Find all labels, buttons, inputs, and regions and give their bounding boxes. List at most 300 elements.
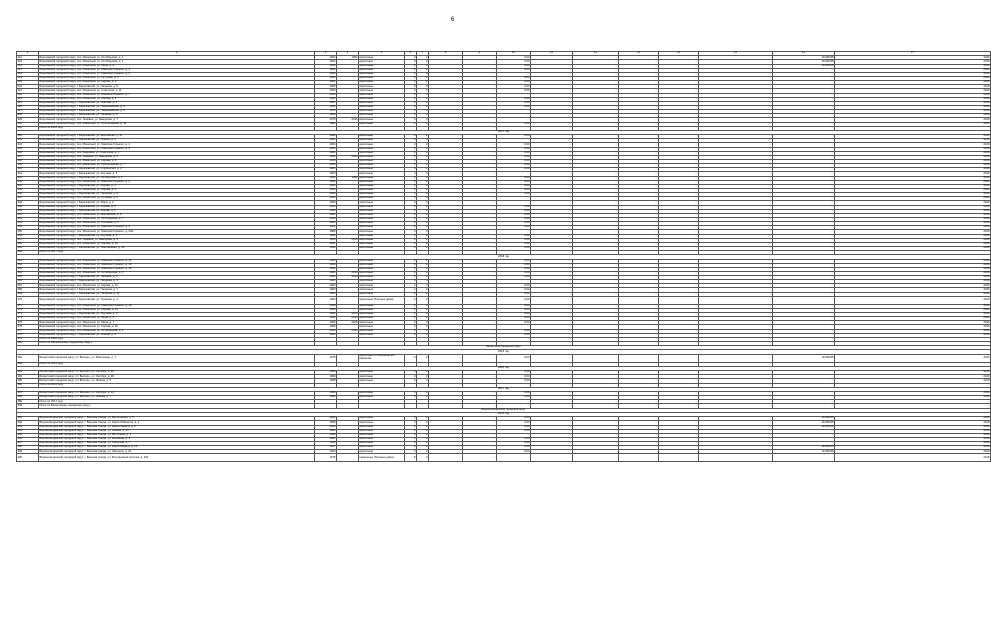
table-cell: 377 [17,329,39,333]
table-cell: … [659,379,699,383]
table-cell: 1958 [315,304,337,308]
table-cell: … [619,429,659,433]
table-cell: Березовский городской округ, пос. Монетный, ул. Кирова, д. 12 [39,284,315,288]
table-cell: … [573,159,619,163]
table-cell: 1964 [315,209,337,213]
table-cell: … [773,337,835,341]
table-cell: 2016 [835,433,991,437]
table-cell: Березовский городской округ, пос. Монетный, ул. Максима Горького, д. 9 [39,147,315,151]
table-cell: … [659,172,699,176]
table-cell: 315 [17,60,39,64]
table-cell: 2 [417,238,429,242]
table-cell: … [573,139,619,143]
table-cell: … [429,450,463,454]
table-cell: … [463,197,497,201]
table-cell: Березовский городской округ, г. Березовский, ул. Чапаева, д. 4 [39,276,315,280]
table-cell: … [429,267,463,271]
table-cell: … [619,371,659,375]
table-cell: Березовский городской округ, пос. Ленёвка, ул. Заводская, д. 3 [39,238,315,242]
table-cell: … [463,280,497,284]
table-cell: … [699,205,773,209]
table-cell: … [429,276,463,280]
table-cell: 317 [17,68,39,72]
table-cell: … [773,126,835,130]
table-cell: 2016 [835,105,991,109]
table-cell: 3 [405,417,417,421]
table-cell: 2 [405,213,417,217]
table-cell: … [659,246,699,250]
table-cell: … [531,172,573,176]
section-title: 2017 год [17,387,991,391]
table-cell: Березовский городской округ, г. Березовский, ул. Октябрьская, д. 1 [39,176,315,180]
table-cell: … [573,296,619,304]
table-cell: 2 [405,151,417,155]
table-cell: 2 [417,304,429,308]
table-cell: 2016 [337,118,359,122]
table-cell: 2 [417,164,429,168]
table-cell: кирпичные [359,446,405,450]
table-cell: 324 [17,97,39,101]
table-cell: … [619,151,659,155]
table-cell: … [573,263,619,267]
table-cell: … [659,147,699,151]
table-cell: 2 [417,317,429,321]
table-cell: … [497,93,531,97]
table-cell: … [531,110,573,114]
table-cell: … [699,417,773,421]
table-cell: 0,00 [497,437,531,441]
table-cell: … [699,354,773,362]
table-cell: … [619,193,659,197]
table-cell: … [429,135,463,139]
table-cell: 352 [17,217,39,221]
table-cell: … [573,280,619,284]
table-cell: … [463,276,497,280]
table-cell: 345 [17,188,39,192]
table-cell: 3 [417,85,429,89]
table-cell: … [531,263,573,267]
table-cell: 0,00 [497,292,531,296]
table-cell: … [699,271,773,275]
table-cell: 2 [417,193,429,197]
table-cell: кирпичные [359,64,405,68]
table-cell: … [773,437,835,441]
table-cell: Бисертский городской округ, пгт Бисерть, ул. Ленина, д. 7 [39,396,315,400]
table-cell: … [463,238,497,242]
table-cell: … [531,354,573,362]
table-cell: … [429,93,463,97]
table-cell: … [659,304,699,308]
table-cell: 2 [417,180,429,184]
table-cell: 344 [17,184,39,188]
table-cell: … [573,114,619,118]
table-cell: … [619,446,659,450]
table-cell: 1961 [315,180,337,184]
table-cell: … [699,188,773,192]
table-cell: … [463,342,497,346]
table-cell: 2 [405,242,417,246]
table-cell: 2016 [835,450,991,454]
table-cell: 1961 [315,81,337,85]
table-cell: 2 [405,284,417,288]
table-cell: … [463,371,497,375]
table-cell: 0,00 [497,77,531,81]
table-cell: 2 [417,155,429,159]
table-cell: 4 [417,454,429,462]
table-cell: 0,00 [497,147,531,151]
table-cell: … [463,284,497,288]
table-cell: … [773,433,835,437]
table-cell: … [619,126,659,130]
table-cell: 1960 [315,425,337,429]
table-cell: … [463,392,497,396]
table-cell: 2016 [835,139,991,143]
table-cell: … [463,417,497,421]
table-cell: 2 [405,68,417,72]
table-cell: 2016 [835,313,991,317]
table-cell: 3 [405,135,417,139]
table-cell: 396 [17,437,39,441]
table-cell: кирпичные [359,246,405,250]
table-cell: … [619,292,659,296]
table-cell: 2016 [337,329,359,333]
table-cell: 4 [405,280,417,284]
table-cell: 2016 [835,193,991,197]
table-cell: 353 [17,222,39,226]
table-cell: 336 [17,151,39,155]
table-cell: … [531,276,573,280]
table-cell: 385 [17,379,39,383]
table-cell: кирпичные [359,139,405,143]
table-cell: … [531,135,573,139]
table-cell: Верхнесалдинский городской округ, г. Верхняя Салда, ул. Восточная, д. 1 [39,433,315,437]
table-cell: … [773,296,835,304]
table-cell: 4 [417,433,429,437]
table-cell: … [573,234,619,238]
table-cell: 1966 [315,114,337,118]
table-cell: 2 [417,122,429,126]
table-cell: 1962 [315,176,337,180]
table-cell: 2016 [835,217,991,221]
table-cell: Березовский городской округ, пос. Монетный, ул. Октябрьская, д. 7 [39,217,315,221]
table-cell: … [531,68,573,72]
table-cell: … [463,442,497,446]
table-cell: … [497,139,531,143]
table-cell: … [573,164,619,168]
table-cell: … [773,105,835,109]
table-cell: 0,00 [497,417,531,421]
table-cell: … [531,296,573,304]
table-cell: 319 [17,77,39,81]
table-cell: … [659,184,699,188]
table-cell: … [773,213,835,217]
table-cell: … [429,64,463,68]
table-cell: 2 [405,375,417,379]
table-cell: … [773,280,835,284]
table-cell: … [463,242,497,246]
table-cell: Березовский городской округ, пос. Монетный, ул. Лучника, д. 3 [39,197,315,201]
table-cell: … [619,375,659,379]
table-cell: … [659,296,699,304]
table-cell: … [573,362,619,366]
table-cell: … [573,209,619,213]
table-cell: … [429,201,463,205]
table-cell: кирпичные [359,333,405,337]
table-cell: … [463,404,497,408]
table-cell: … [429,400,463,404]
table-cell: Березовский городской округ, г. Березовский, ул. Строителей, д. 3 [39,168,315,172]
table-cell: … [699,392,773,396]
table-cell: 1960 [315,259,337,263]
table-cell: … [773,101,835,105]
table-cell: 2 [417,209,429,213]
table-cell: кирпичные [359,155,405,159]
table-cell: … [463,454,497,462]
table-cell: 0,00 [497,450,531,454]
section-title: Бисертский городской округ [17,346,991,350]
table-cell: кирпичные [359,259,405,263]
table-cell: Березовский городской округ, г. Березовский, ул. Гагарина, д. 7 [39,288,315,292]
table-cell: … [573,64,619,68]
table-cell: 365 [17,276,39,280]
section-title: 2015 год [17,412,991,416]
table-cell: кирпичные [359,72,405,76]
table-cell: … [429,147,463,151]
table-cell: 0,00 [497,164,531,168]
table-cell: 384 [17,375,39,379]
table-cell: 2016 [835,60,991,64]
table-cell: 2016 [835,155,991,159]
table-cell: … [429,421,463,425]
table-cell: … [573,85,619,89]
table-cell [337,454,359,462]
table-cell: 372 [17,308,39,312]
table-cell: … [619,213,659,217]
table-cell: … [531,147,573,151]
table-cell: 1966 [315,333,337,337]
table-cell: 1966 [315,201,337,205]
table-cell: … [659,396,699,400]
table-cell: 3 [405,176,417,180]
table-cell: … [531,280,573,284]
table-cell: … [531,234,573,238]
table-cell: … [619,68,659,72]
column-number: 4 [337,52,359,56]
table-cell: … [699,60,773,64]
table-cell: … [463,184,497,188]
table-cell: … [497,72,531,76]
table-cell: … [619,284,659,288]
table-cell: … [463,246,497,250]
table-cell: Березовский городской округ, пос. Монетный, ул. Октябрьская, д. 5 [39,271,315,275]
table-cell: 1999 [315,246,337,250]
table-cell: … [659,122,699,126]
table-cell: … [497,118,531,122]
table-cell: … [463,421,497,425]
table-cell: … [773,429,835,433]
table-cell: 1962 [315,313,337,317]
table-cell: … [463,72,497,76]
table-cell: … [659,197,699,201]
table-cell: … [619,288,659,292]
table-cell: Березовский городской округ, пос. Монетный, ул. Максима Горького, д. 5 [39,72,315,76]
table-cell: 2016 [835,164,991,168]
table-cell: 1964 [315,72,337,76]
table-cell: … [619,85,659,89]
table-cell: 360 [17,251,39,255]
table-cell: 2016 [337,313,359,317]
table-cell: … [699,143,773,147]
table-cell: Бисертский городской округ, пгт Бисерть, ул. Октября, д. 28 [39,375,315,379]
table-cell: Березовский городской округ, пос. Монетный, ул. Максима Горького, д. 19 [39,304,315,308]
table-cell: … [619,400,659,404]
table-cell: 0,00 [497,60,531,64]
table-cell: 2 [417,217,429,221]
table-cell: … [531,188,573,192]
table-cell: 1966 [315,77,337,81]
table-cell: 1962 [315,68,337,72]
table-cell: … [429,259,463,263]
table-cell: … [429,354,463,362]
table-cell: 2 [417,213,429,217]
table-cell: … [659,259,699,263]
table-cell: 335 [17,147,39,151]
table-cell: Березовский городской округ, пос. Монетный, ул. Кирова, д. 6 [39,188,315,192]
table-cell: 322 [17,89,39,93]
table-cell: 0,00 [497,284,531,288]
table-cell: 1959 [315,421,337,425]
table-cell: кирпичные [359,209,405,213]
table-cell: … [773,238,835,242]
table-cell: … [773,321,835,325]
table-cell: 3 [405,354,417,362]
table-cell: Березовский городской округ, г. Березовский, ул. Шиловская, д. 11 [39,135,315,139]
table-cell: … [531,437,573,441]
table-cell: … [699,313,773,317]
table-cell: Березовский городской округ, г. Березовский, ул. Анучина, д. 9 [39,234,315,238]
table-cell: 2 [417,375,429,379]
table-cell: Березовский городской округ, г. Березовский, ул. Ленина, д. 8 [39,333,315,337]
table-cell: … [699,292,773,296]
table-cell: 358 [17,242,39,246]
table-cell: … [619,77,659,81]
table-cell: 376 [17,325,39,329]
table-cell: 1961 [315,280,337,284]
table-cell: … [573,383,619,387]
table-cell: … [429,313,463,317]
table-cell: кирпичные [359,60,405,64]
table-cell: 3 [405,246,417,250]
table-cell: кирпичные [359,205,405,209]
table-cell: 0,00 [497,89,531,93]
table-cell: … [619,176,659,180]
table-cell: … [773,251,835,255]
table-cell: 1963 [315,184,337,188]
table-cell: кирпичные [359,93,405,97]
table-cell: … [619,172,659,176]
table-cell: … [497,280,531,284]
table-cell: 2 [417,259,429,263]
table-cell: … [463,114,497,118]
table-cell: … [463,267,497,271]
table-cell: … [699,81,773,85]
table-cell: … [573,226,619,230]
table-cell: … [573,325,619,329]
table-cell: 4 [405,230,417,234]
table-cell: кирпичные [359,151,405,155]
table-cell: 4 [405,201,417,205]
table-cell: … [699,450,773,454]
table-cell: … [463,122,497,126]
table-cell: 2 [405,296,417,304]
table-cell: 0,00 [497,313,531,317]
table-cell: … [531,64,573,68]
table-cell: 398 [17,446,39,450]
table-cell: … [573,68,619,72]
table-cell: … [531,271,573,275]
table-cell: … [773,151,835,155]
table-cell: 0,00 [497,429,531,433]
table-cell: 0,00 [497,193,531,197]
table-cell: … [463,333,497,337]
table-cell: … [699,105,773,109]
table-cell: … [497,197,531,201]
table-cell: … [573,172,619,176]
table-cell: … [773,176,835,180]
table-cell: 1960 [315,172,337,176]
table-cell: Березовский городской округ, г. Березовский, ул. Гагарина, д. 5 [39,85,315,89]
table-cell: кирпичные [359,321,405,325]
table-cell: … [429,68,463,72]
table-cell: кирпичные [359,201,405,205]
table-cell: … [619,164,659,168]
table-cell: … [573,180,619,184]
table-cell: 3 [405,425,417,429]
table-cell: … [699,217,773,221]
table-cell: … [429,184,463,188]
table-cell: … [531,93,573,97]
table-cell: Верхнесалдинский городской округ, г. Верхняя Салда, ул. Карла Маркса, д. 13 [39,446,315,450]
table-cell: … [429,172,463,176]
table-cell: 2016 [835,114,991,118]
table-cell: 334 [17,143,39,147]
table-cell: 2 [417,68,429,72]
table-cell: … [619,417,659,421]
table-cell: … [659,234,699,238]
table-cell: 1965 [315,325,337,329]
table-cell: кирпичные [359,267,405,271]
table-cell: - [835,362,991,366]
table-cell: … [619,313,659,317]
table-cell: … [659,188,699,192]
table-cell: … [619,230,659,234]
table-cell: … [773,68,835,72]
table-cell: 2 [405,222,417,226]
table-cell: 3 [405,379,417,383]
table-cell: 362 [17,263,39,267]
table-cell: 2 [417,64,429,68]
table-cell: … [699,155,773,159]
table-cell: Березовский городской округ, пос. Монетный, ул. Максима Горького, д. 11 [39,259,315,263]
table-cell: … [497,337,531,341]
table-cell: … [619,392,659,396]
table-cell: … [773,209,835,213]
table-cell: 1961 [315,151,337,155]
table-cell: 1963 [315,97,337,101]
table-cell: 2016 [835,321,991,325]
table-cell: … [573,184,619,188]
table-cell: … [497,362,531,366]
